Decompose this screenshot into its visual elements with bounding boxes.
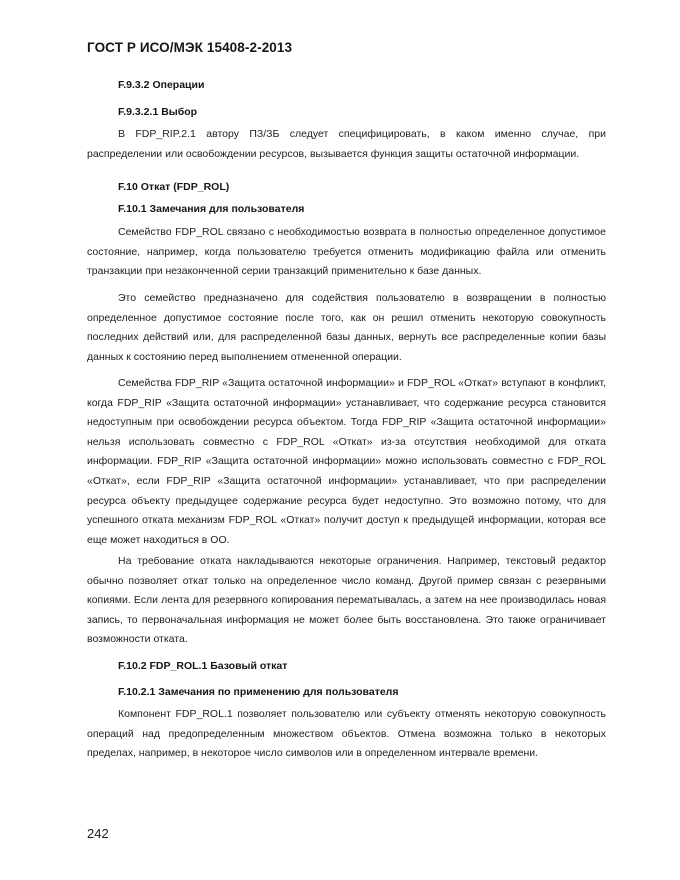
paragraph-rip-rol-conflict: Семейства FDP_RIP «Защита остаточной информации» и FDP_ROL «Откат» вступают в конфликт, когда FDP_RIP «Защита остаточной информации» устанавливает, что содержание ресурса становится недоступным при освобождении ресурса объектом. Тогда FDP_RIP «Защита остаточной информации» нельзя использовать совместно с FDP_ROL «Откат» из-за отсутствия необходимой для отката информации. FDP_RIP «Защита остаточной информации» можно использовать совместно с FDP_ROL «Откат», если FDP_RIP «Защита остаточной информации» устанавливает, что при распределении ресурса объекту предыдущее содержание ресурса будет недоступно. Это возможно потому, что для успешного отката механизм FDP_ROL «Откат» получит доступ к предыдущей информации, которая все еще может находиться в ОО.	[87, 377, 606, 546]
heading-f10-2: F.10.2 FDP_ROL.1 Базовый откат	[118, 660, 288, 672]
heading-f10-2-1: F.10.2.1 Замечания по применению для пользователя	[118, 686, 399, 698]
page-number: 242	[87, 826, 109, 841]
paragraph-family-intent: Это семейство предназначено для содействия пользователю в возвращении в полностью определенное допустимое состояние после того, как он решил отменить некоторую совокупность последних действий или, для распределенной базы данных, вернуть все распределенные копии базы данных к состоянию перед выполнением отмененной операции.	[87, 292, 606, 363]
paragraph-selection: В FDP_RIP.2.1 автору ПЗ/ЗБ следует специфицировать, в каком именно случае, при распределении или освобождении ресурсов, вызывается функция защиты остаточной информации.	[87, 128, 606, 160]
paragraph-rollback-purpose: Семейство FDP_ROL связано с необходимостью возврата в полностью определенное допустимое состояние, например, когда пользователю требуется отменить модификацию файла или отменить транзакции при незаконченной серии транзакций применительно к базе данных.	[87, 226, 606, 278]
paragraph-rollback-limits: На требование отката накладываются некоторые ограничения. Например, текстовый редактор обычно позволяет откат только на определенное число команд. Другой пример связан с резервными копиями. Если лента для резервного копирования перематывалась, а затем на нее производилась новая запись, то первоначальная информация не может более быть восстановлена. Это также ограничивает возможности отката.	[87, 555, 606, 646]
heading-f10-1: F.10.1 Замечания для пользователя	[118, 203, 305, 215]
paragraph-fdp-rol-1: Компонент FDP_ROL.1 позволяет пользователю или субъекту отменять некоторую совокупность операций над предопределенным множеством объектов. Отмена возможна только в некоторых пределах, например, в некоторое число символов или в определенном интервале времени.	[87, 708, 606, 760]
heading-f10: F.10 Откат (FDP_ROL)	[118, 181, 230, 193]
heading-f9-3-2: F.9.3.2 Операции	[118, 79, 205, 91]
heading-f9-3-2-1: F.9.3.2.1 Выбор	[118, 106, 198, 118]
document-standard-title: ГОСТ Р ИСО/МЭК 15408-2-2013	[87, 40, 293, 55]
